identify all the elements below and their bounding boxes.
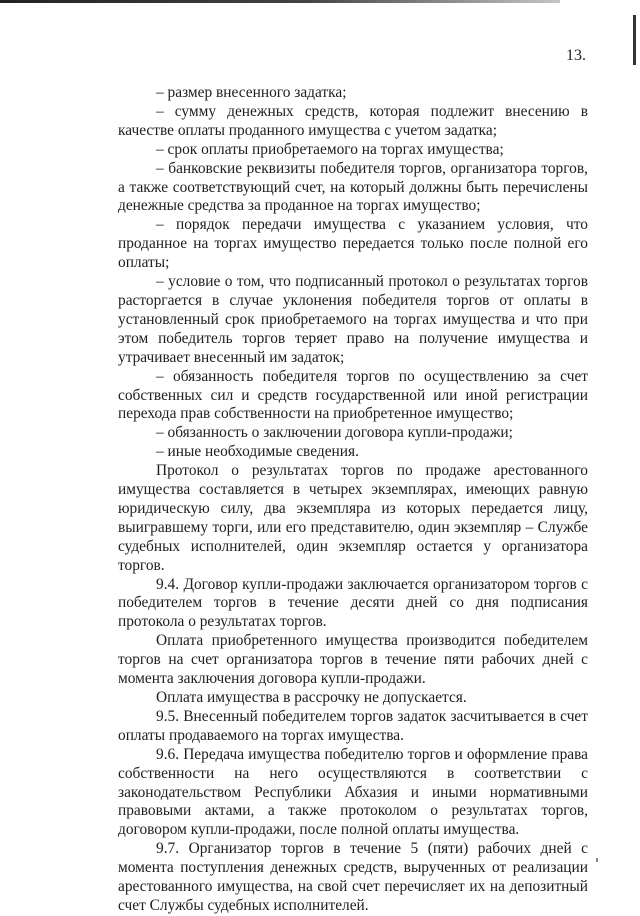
paragraph-9-6: 9.6. Передача имущества победителю торгов и оформление права собственности на него осуществляются в соответствии с законодательством Республики Абхазия и иными нормативными правовыми актами, а также протоколом о результатах торгов, договором купли-продажи, после полной оплаты имущества. (118, 745, 588, 839)
paragraph-protocol-copies: Протокол о результатах торгов по продаже арестованного имущества составляется в четырех экземплярах, имеющих равную юридическую силу, два экземпляра из которых передается лицу, выигравшему торги, или его представителю, один экземпляр – Службе судебных исполнителей, один экземпляр остается у организатора торгов. (118, 462, 588, 574)
paragraph-9-4: 9.4. Договор купли-продажи заключается организатором торгов с победителем торгов в течение десяти дней со дня подписания протокола о результатах торгов. (118, 575, 588, 631)
list-item-contract-duty: – обязанность о заключении договора купли-продажи; (156, 424, 513, 442)
paragraph-9-7: 9.7. Организатор торгов в течение 5 (пяти) рабочих дней с момента поступления денежных средств, вырученных от реализации арестованного имущества, на свой счет перечисляет их на депозитный счет Службы судебных исполнителей. (118, 840, 588, 914)
list-item-termination-condition: – условие о том, что подписанный протокол о результатах торгов расторгается в случае уклонения победителя торгов от оплаты в установленный срок приобретаемого на торгах имущества и что при этом победитель торгов теряет право на получение имущества и утрачивает внесенный им задаток; (118, 273, 588, 366)
list-item-registration-duty: – обязанность победителя торгов по осуществлению за счет собственных сил и средств государственной или иной регистрации перехода прав собственности на приобретенное имущество; (118, 367, 588, 423)
scan-artifact (596, 858, 598, 862)
scan-edge-top (0, 0, 560, 3)
list-item-transfer-order: – порядок передачи имущества с указанием условия, что проданное на торгах имущество передается только после полной его оплаты; (118, 216, 588, 272)
list-item-deposit-size: – размер внесенного задатка; (156, 84, 347, 101)
page-number: 13. (566, 47, 586, 64)
list-item-other-info: – иные необходимые сведения. (156, 443, 359, 461)
paragraph-payment-terms: Оплата приобретенного имущества производится победителем торгов на счет организатора торгов в течение пяти рабочих дней с момента заключения договора купли-продажи. (118, 632, 588, 688)
scan-edge-right (633, 15, 636, 65)
list-item-payment-amount: – сумму денежных средств, которая подлежит внесению в качестве оплаты проданного имущества с учетом задатка; (118, 102, 588, 139)
paragraph-no-installments: Оплата имущества в рассрочку не допускается. (156, 689, 467, 706)
paragraph-9-5: 9.5. Внесенный победителем торгов задаток засчитывается в счет оплаты продаваемого на торгах имущества. (118, 707, 588, 744)
document-body (118, 84, 588, 916)
list-item-bank-details: – банковские реквизиты победителя торгов, организатора торгов, а также соответствующий счет, на который должны быть перечислены денежные средства за проданное на торгах имущество; (118, 159, 588, 215)
list-item-payment-term: – срок оплаты приобретаемого на торгах имущества; (156, 140, 504, 158)
